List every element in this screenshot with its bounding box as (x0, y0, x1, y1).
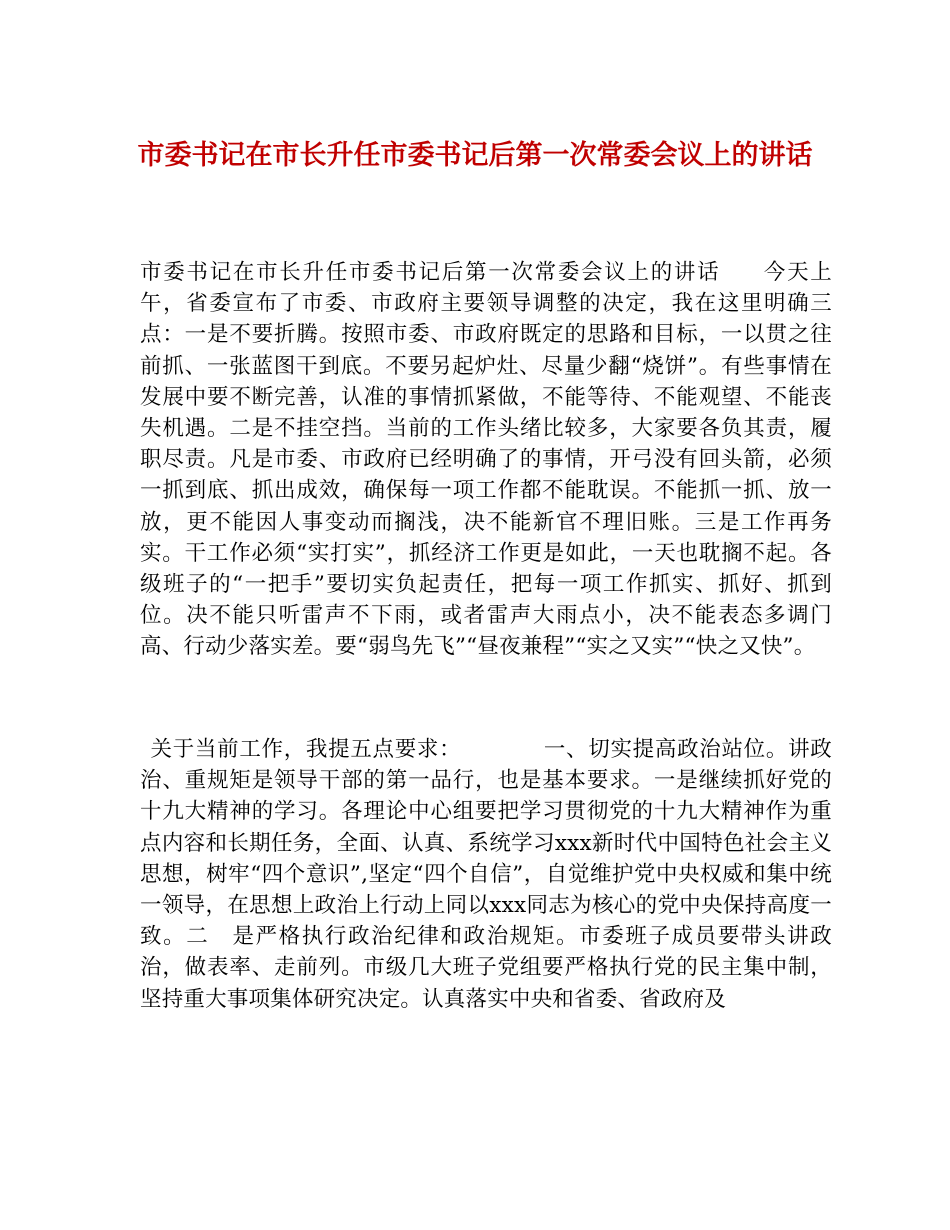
paragraph-1-lead: 市委书记在市长升任市委书记后第一次常委会议上的讲话 (140, 260, 721, 285)
body-paragraph-1 (140, 257, 832, 663)
paragraph-2-text: 一、切实提高政治站位。讲政治、重规矩是领导干部的第一品行，也是基本要求。一是继续抓好党的十九大精神的学习。各理论中心组要把学习贯彻党的十九大精神作为重点内容和长期任务，全面、认真、系统学习xxx新时代中国特色社会主义思想，树牢“四个意识”,坚定“四个自信”，自觉维护党中央权威和集中统一领导，在思想上政治上行动上同以xxx同志为核心的党中央保持高度一致。二 是严格执行政治纪律和政治规矩。市委班子成员要带头讲政治，做表率、走前列。市级几大班子党组要严格执行党的民主集中制，坚持重大事项集体研究决定。认真落实中央和省委、省政府及 (140, 737, 832, 1012)
document-title: 市委书记在市长升任市委书记后第一次常委会议上的讲话 (137, 140, 813, 171)
body-paragraph-2 (140, 734, 832, 1015)
paragraph-2-lead: 关于当前工作，我提五点要求： (150, 737, 462, 762)
paragraph-1-text: 今天上午，省委宣布了市委、市政府主要领导调整的决定，我在这里明确三点：一是不要折腾。按照市委、市政府既定的思路和目标，一以贯之往前抓、一张蓝图干到底。不要另起炉灶、尽量少翻“烧饼”。有些事情在发展中要不断完善，认准的事情抓紧做，不能等待、不能观望、不能丧失机遇。二是不挂空挡。当前的工作头绪比较多，大家要各负其责，履职尽责。凡是市委、市政府已经明确了的事情，开弓没有回头箭，必须一抓到底、抓出成效，确保每一项工作都不能耽误。不能抓一抓、放一放，更不能因人事变动而搁浅，决不能新官不理旧账。三是工作再务实。干工作必须“实打实”，抓经济工作更是如此，一天也耽搁不起。各级班子的“一把手”要切实负起责任，把每一项工作抓实、抓好、抓到位。决不能只听雷声不下雨，或者雷声大雨点小，决不能表态多调门高、行动少落实差。要“弱鸟先飞”“昼夜兼程”“实之又实”“快之又快”。 (140, 260, 832, 660)
